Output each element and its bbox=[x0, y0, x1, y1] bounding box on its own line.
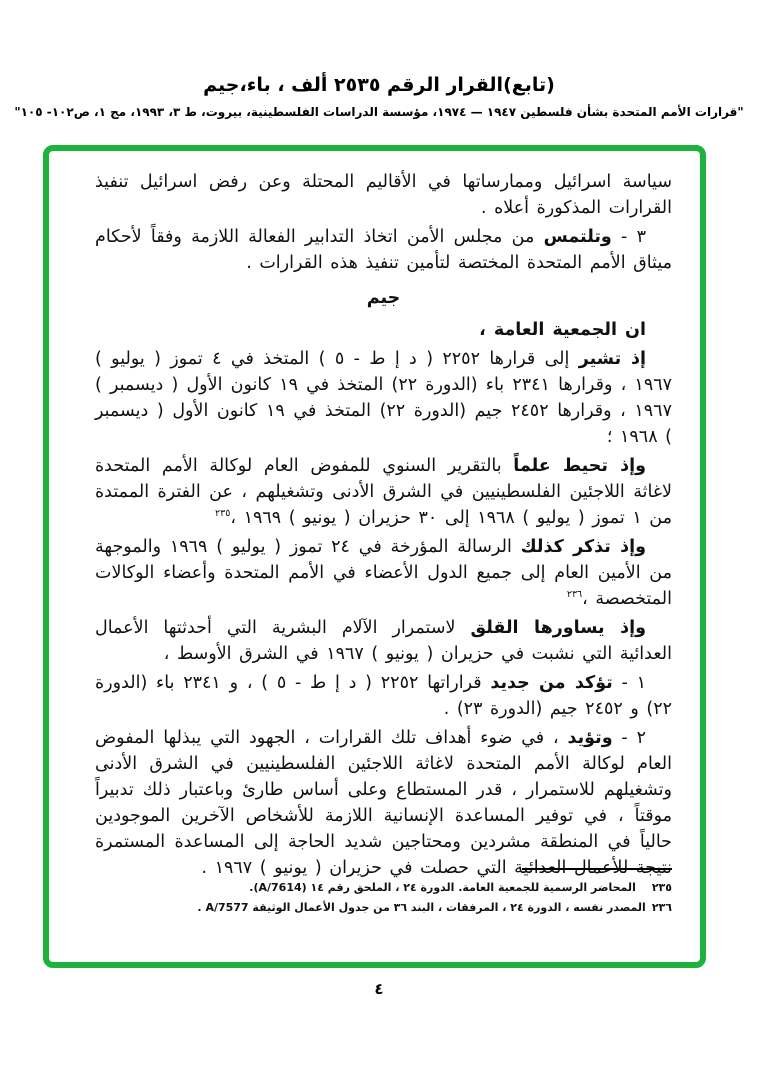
green-frame bbox=[43, 145, 706, 968]
paragraph: وإذ يساورها القلق لاستمرار الآلام البشرية التي أحدثتها الأعمال العدائية التي نشبت في حزيران ( يونيو ) ١٩٦٧ في الشرق الأوسط ، bbox=[95, 618, 672, 664]
footnote bbox=[95, 898, 672, 918]
footnote-number: ٢٣٥ bbox=[651, 881, 672, 894]
paragraph: سياسة اسرائيل وممارساتها في الأقاليم المحتلة وعن رفض اسرائيل تنفيذ القرارات المذكورة أعلاه . bbox=[95, 172, 672, 218]
footnote-ref: ٢٣٦ bbox=[566, 589, 583, 601]
paragraph: إذ تشير إلى قرارها ٢٢٥٢ ( د إ ط - ٥ ) المتخذ في ٤ تموز ( يوليو ) ١٩٦٧ ، وقرارها ٢٣٤١ باء (الدورة ٢٢) المتخذ في ١٩ كانون الأول ( ديسمبر ) ١٩٦٧ ، وقرارها ٢٤٥٢ جيم (الدورة ٢٢) المتخذ في ١٩ كانون الأول ( ديسمبر ) ١٩٦٨ ؛ bbox=[95, 349, 673, 447]
paragraph: ٢ - وتؤيد ، في ضوء أهداف تلك القرارات ، الجهود التي يبذلها المفوض العام لوكالة الأمم المتحدة لاغاثة اللاجئين الفلسطينيين في الشرق الأدنى وتشغيلهم للاستمرار ، قدر المستطاع وعلى أساس طارئ وباعتبار ذلك تدبيراً موقتاً ، في توفير المساعدة الإنسانية اللازمة للأشخاص الآخرين الموجودين حالياً في المنطقة مشردين ومحتاجين شديد الحاجة إلى المساعدة المستمرة نتيجة للأعمال العدائية التي حصلت في حزيران ( يونيو ) ١٩٦٧ . bbox=[95, 728, 672, 878]
document-source-line: "قرارات الأمم المتحدة بشأن فلسطين ١٩٤٧ — ١٩٧٤، مؤسسة الدراسات الفلسطينية، بيروت، ط ٣، ١٩٩٣، مج ١، ص١٠٢- ١٠٥" bbox=[14, 105, 744, 119]
paragraph: وإذ تذكر كذلك الرسالة المؤرخة في ٢٤ تموز ( يوليو ) ١٩٦٩ والموجهة من الأمين العام إلى جميع الدول الأعضاء في الأمم المتحدة وأعضاء الوكالات المتخصصة ،$^{٢٣٦}$ bbox=[95, 537, 672, 609]
section-heading: جيم bbox=[366, 288, 401, 308]
document-header bbox=[0, 74, 758, 119]
page-number: ٤ bbox=[374, 980, 384, 998]
footnote-text: المصدر نفسه ، الدورة ٢٤ ، المرفقات ، البند ٣٦ من جدول الأعمال الوثيقة A/7577 . bbox=[197, 901, 646, 914]
document-body bbox=[95, 169, 672, 884]
footnote-ref: ٢٣٥ bbox=[215, 508, 231, 520]
footnote bbox=[95, 878, 672, 898]
paragraph: وإذ تحيط علماً بالتقرير السنوي للمفوض العام لوكالة الأمم المتحدة لاغاثة اللاجئين الفلسطينيين في الشرق الأدنى وتشغيلهم ، عن الفترة الممتدة من ١ تموز ( يوليو ) ١٩٦٨ إلى ٣٠ حزيران ( يونيو ) ١٩٦٩ ،$^{٢٣٥}$ bbox=[95, 456, 672, 528]
paragraph: ١ - تؤكد من جديد قراراتها ٢٢٥٢ ( د إ ط - ٥ ) ، و ٢٣٤١ باء (الدورة ٢٢) و ٢٤٥٢ جيم (الدورة ٢٣) . bbox=[95, 673, 672, 719]
footnote-list bbox=[95, 878, 672, 918]
paragraph: ان الجمعية العامة ، bbox=[479, 320, 646, 340]
footnotes-block bbox=[95, 868, 672, 918]
document-title: (تابع)القرار الرقم ٢٥٣٥ ألف ، باء،جيم bbox=[203, 74, 555, 96]
paragraph: ٣ - وتلتمس من مجلس الأمن اتخاذ التدابير الفعالة اللازمة وفقاً لأحكام ميثاق الأمم المتحدة المختصة لتأمين تنفيذ هذه القرارات . bbox=[95, 227, 672, 273]
footnote-number: ٢٣٦ bbox=[651, 901, 672, 914]
footnote-text: المحاضر الرسمية للجمعية العامة. الدورة ٢٤ ، الملحق رقم ١٤ (A/7614). bbox=[249, 881, 636, 894]
footnote-separator bbox=[522, 868, 672, 870]
